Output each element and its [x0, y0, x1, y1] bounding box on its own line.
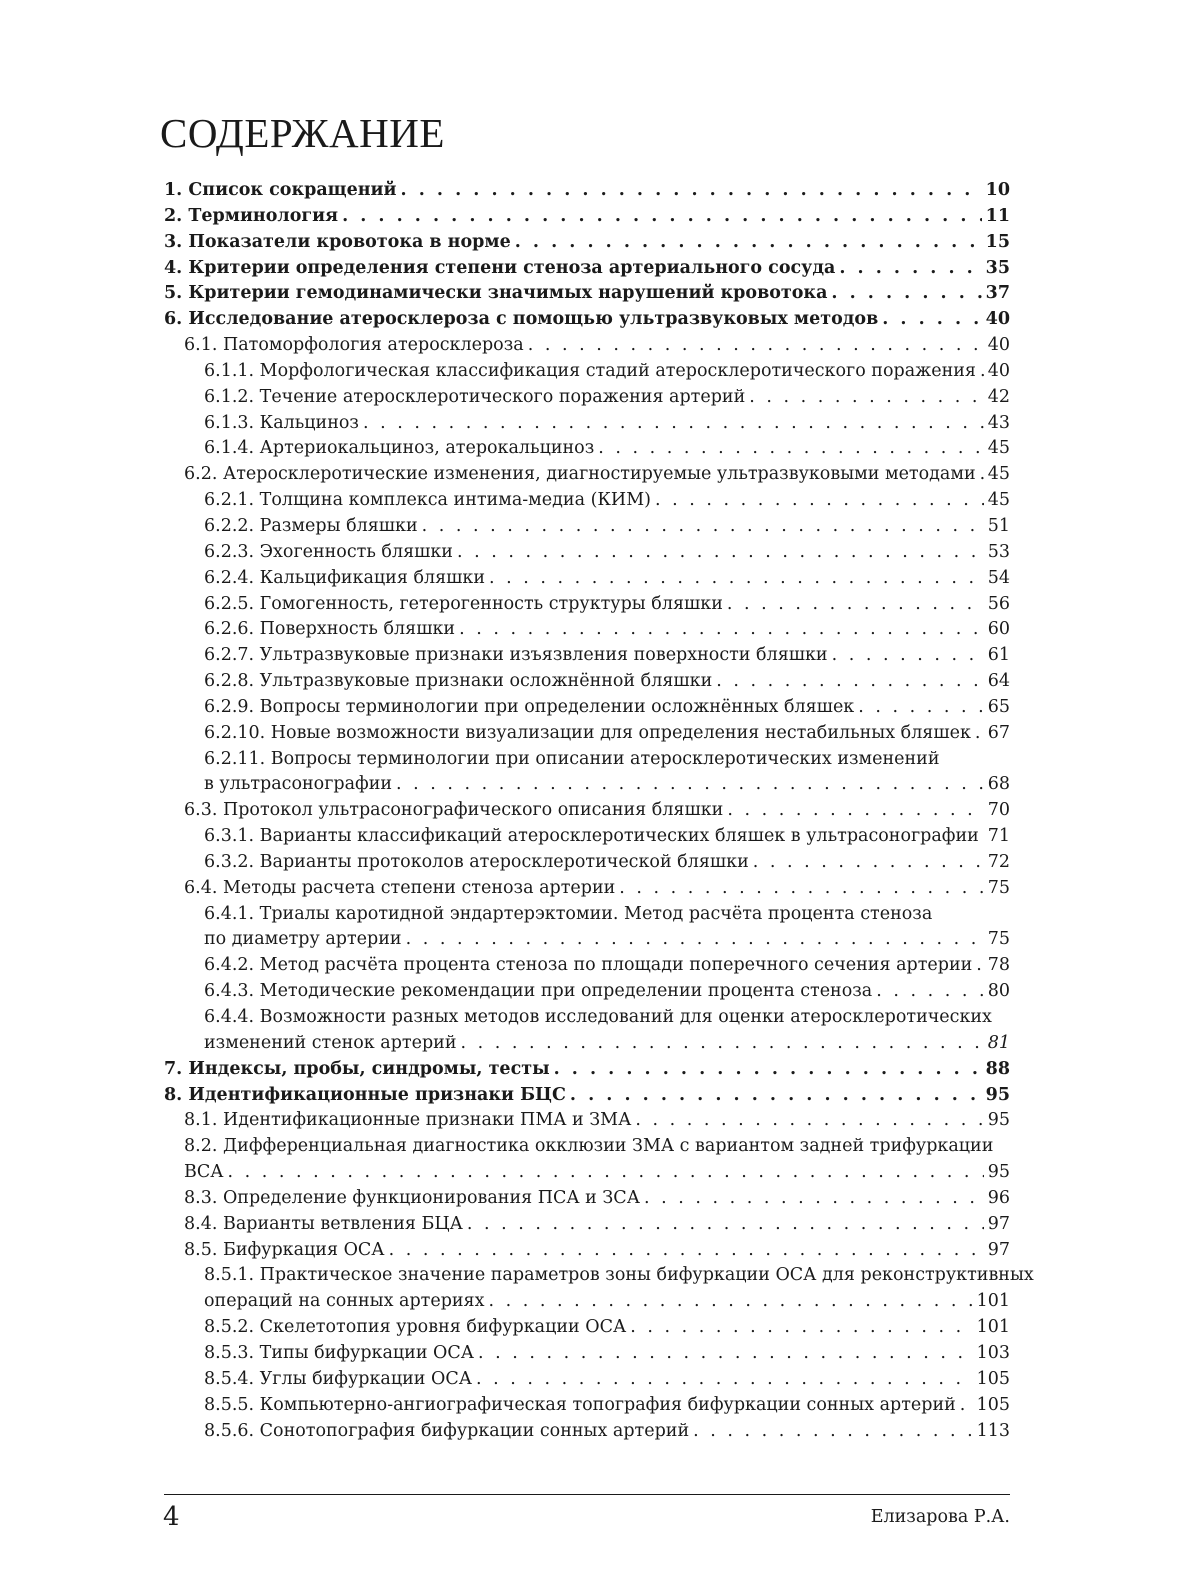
toc-page-number: 15 — [985, 231, 1010, 252]
toc-entry-title: операций на сонных артериях — [204, 1291, 485, 1312]
toc-entry-title: ВСА — [184, 1162, 224, 1183]
toc-page-number: 75 — [987, 877, 1010, 898]
toc-entry[interactable] — [164, 1212, 1010, 1238]
toc-entry-title: 6.4.3. Методические рекомендации при определении процента стеноза — [204, 981, 873, 1002]
toc-entry[interactable] — [164, 1057, 1010, 1083]
toc-page-number: 95 — [985, 1084, 1010, 1105]
toc-entry-title: 6.1. Патоморфология атеросклероза — [184, 335, 524, 356]
leader-dots — [831, 281, 981, 307]
toc-entry-title: 6.2.10. Новые возможности визуализации для определения нестабильных бляшек — [204, 722, 971, 743]
toc-entry-title: 6.2.2. Размеры бляшки — [204, 515, 418, 536]
toc-entry-title: 6.2. Атеросклеротические изменения, диагностируемые ультразвуковыми методами — [184, 464, 976, 485]
toc-entry-first-line: 6.2.11. Вопросы терминологии при описании атеросклеротических изменений — [204, 748, 940, 769]
leader-dots — [635, 1108, 983, 1134]
toc-entry[interactable] — [164, 643, 1010, 669]
toc-entry[interactable] — [164, 359, 1010, 385]
toc-entry-title: 6.1.2. Течение атеросклеротического поражения артерий — [204, 386, 746, 407]
toc-entry-title: изменений стенок артерий — [204, 1032, 457, 1053]
toc-entry[interactable] — [164, 592, 1010, 618]
toc-page-number: 101 — [976, 1291, 1010, 1312]
toc-page-number: 11 — [985, 205, 1010, 226]
leader-dots — [655, 488, 984, 514]
toc-entry-first-line: 8.5.1. Практическое значение параметров зоны бифуркации ОСА для реконструктивных — [204, 1265, 1034, 1286]
toc-page-number: 45 — [987, 464, 1010, 485]
toc-entry-title: 6.3.1. Варианты классификаций атеросклеротических бляшек в ультрасонографии — [204, 826, 979, 847]
table-of-contents — [164, 178, 1034, 1444]
leader-dots — [980, 359, 984, 385]
leader-dots — [980, 462, 984, 488]
leader-dots — [727, 798, 983, 824]
leader-dots — [489, 566, 984, 592]
toc-entry[interactable] — [164, 695, 1010, 721]
toc-entry[interactable] — [164, 514, 1010, 540]
toc-entry[interactable] — [164, 462, 1010, 488]
toc-page-number: 56 — [987, 593, 1010, 614]
leader-dots — [461, 1031, 984, 1057]
toc-page-number: 72 — [987, 851, 1010, 872]
leader-dots — [839, 256, 981, 282]
toc-page-number: 37 — [985, 283, 1010, 304]
toc-entry-title: 6.2.4. Кальцификация бляшки — [204, 567, 486, 588]
toc-entry[interactable] — [164, 1083, 1010, 1109]
toc-entry-title: 3. Показатели кровотока в норме — [164, 231, 511, 252]
leader-dots — [832, 643, 984, 669]
toc-entry[interactable] — [164, 411, 1010, 437]
toc-entry[interactable] — [164, 876, 1010, 902]
toc-entry-title: 6.2.7. Ультразвуковые признаки изъязвления поверхности бляшки — [204, 645, 828, 666]
toc-page-number: 105 — [976, 1394, 1010, 1415]
toc-entry-title: 6.2.1. Толщина комплекса интима-медиа (КИМ) — [204, 490, 651, 511]
toc-entry[interactable] — [164, 617, 1010, 643]
leader-dots — [882, 307, 981, 333]
running-footer-author: Елизарова Р.А. — [870, 1507, 1010, 1527]
toc-page-number: 96 — [987, 1187, 1010, 1208]
toc-entry[interactable] — [164, 772, 1010, 798]
toc-entry-title: 6.4. Методы расчета степени стеноза артерии — [184, 877, 616, 898]
leader-dots — [406, 927, 984, 953]
toc-entry-title: 7. Индексы, пробы, синдромы, тесты — [164, 1058, 550, 1079]
toc-entry[interactable] — [164, 540, 1010, 566]
toc-page-number: 53 — [987, 541, 1010, 562]
toc-entry-first-line: 6.4.1. Триалы каротидной эндартерэктомии. Метод расчёта процента стеноза — [204, 903, 933, 924]
toc-entry[interactable] — [164, 256, 1010, 282]
leader-dots — [476, 1367, 973, 1393]
toc-page-number: 51 — [987, 515, 1010, 536]
toc-page-number: 75 — [987, 929, 1010, 950]
toc-page-number: 95 — [987, 1110, 1010, 1131]
leader-dots — [396, 772, 984, 798]
toc-entry[interactable] — [164, 850, 1010, 876]
toc-entry-title: по диаметру артерии — [204, 929, 402, 950]
toc-entry-title: 4. Критерии определения степени стеноза артериального сосуда — [164, 257, 836, 278]
toc-entry-title: 6.1.4. Артериокальциноз, атерокальциноз — [204, 438, 595, 459]
toc-entry[interactable] — [164, 436, 1010, 462]
toc-entry-title: 6.3. Протокол ультрасонографического описания бляшки — [184, 800, 724, 821]
leader-dots — [693, 1419, 972, 1445]
toc-entry-title: 2. Терминология — [164, 205, 339, 226]
toc-entry[interactable] — [164, 281, 1010, 307]
leader-dots — [422, 514, 984, 540]
toc-page-number: 43 — [987, 412, 1010, 433]
toc-page-number: 60 — [987, 619, 1010, 640]
toc-entry-title: 8.4. Варианты ветвления БЦА — [184, 1213, 463, 1234]
toc-entry-title: 8.3. Определение функционирования ПСА и ЗСА — [184, 1187, 640, 1208]
toc-page-number: 103 — [976, 1342, 1010, 1363]
toc-entry-title: 6.1.1. Морфологическая классификация стадий атеросклеротического поражения — [204, 360, 976, 381]
toc-entry-first-line: 6.4.4. Возможности разных методов исследований для оценки атеросклеротических — [204, 1007, 992, 1027]
leader-dots — [570, 1083, 982, 1109]
toc-entry-title: 8.5.2. Скелетотопия уровня бифуркации ОСА — [204, 1317, 627, 1338]
toc-page-number: 97 — [987, 1213, 1010, 1234]
leader-dots — [753, 850, 984, 876]
toc-page-number: 35 — [985, 257, 1010, 278]
toc-entry[interactable] — [164, 307, 1010, 333]
toc-entry-title: 5. Критерии гемодинамически значимых нарушений кровотока — [164, 283, 828, 304]
toc-entry-title: 8.5.4. Углы бифуркации ОСА — [204, 1368, 472, 1389]
leader-dots — [644, 1186, 984, 1212]
toc-entry-title: 6.2.6. Поверхность бляшки — [204, 619, 456, 640]
toc-page-number: 97 — [987, 1239, 1010, 1260]
toc-page-number: 42 — [987, 386, 1010, 407]
toc-entry-title: 8.5. Бифуркация ОСА — [184, 1239, 385, 1260]
leader-dots — [554, 1057, 982, 1083]
toc-entry[interactable] — [164, 1419, 1010, 1445]
leader-dots — [389, 1238, 984, 1264]
toc-entry-title: 6.2.8. Ультразвуковые признаки осложнённой бляшки — [204, 671, 713, 692]
leader-dots — [478, 1341, 973, 1367]
footer-divider — [164, 1494, 1010, 1495]
toc-entry-first-line: 8.2. Дифференциальная диагностика окклюзии ЗМА с вариантом задней трифуркации — [184, 1136, 994, 1157]
leader-dots — [342, 204, 982, 230]
toc-entry-title: 8.5.3. Типы бифуркации ОСА — [204, 1342, 475, 1363]
toc-entry-title: 8.1. Идентификационные признаки ПМА и ЗМА — [184, 1110, 632, 1131]
toc-page-number: 61 — [987, 645, 1010, 666]
leader-dots — [488, 1289, 972, 1315]
toc-entry-title: 6.2.3. Эхогенность бляшки — [204, 541, 453, 562]
toc-entry[interactable] — [164, 1341, 1010, 1367]
toc-page-number: 67 — [987, 722, 1010, 743]
toc-entry[interactable] — [164, 488, 1010, 514]
leader-dots — [528, 333, 984, 359]
toc-entry[interactable] — [164, 669, 1010, 695]
toc-entry[interactable] — [164, 1315, 1010, 1341]
leader-dots — [727, 592, 984, 618]
leader-dots — [749, 385, 983, 411]
leader-dots — [630, 1315, 972, 1341]
toc-entry-title: 6.3.2. Варианты протоколов атеросклеротической бляшки — [204, 851, 749, 872]
toc-entry[interactable] — [164, 824, 1010, 850]
toc-entry[interactable] — [164, 566, 1010, 592]
toc-page-number: 40 — [985, 309, 1010, 330]
toc-page-number: 70 — [987, 800, 1010, 821]
toc-page-number: 71 — [987, 826, 1010, 847]
leader-dots — [515, 230, 982, 256]
toc-entry-title: 6. Исследование атеросклероза с помощью ультразвуковых методов — [164, 309, 879, 330]
toc-entry[interactable] — [164, 1031, 1010, 1057]
leader-dots — [228, 1160, 984, 1186]
toc-entry[interactable] — [164, 1186, 1010, 1212]
toc-entry[interactable] — [164, 385, 1010, 411]
toc-entry[interactable] — [164, 1367, 1010, 1393]
leader-dots — [858, 695, 983, 721]
toc-entry[interactable] — [164, 1160, 1010, 1186]
toc-page-number: 45 — [987, 490, 1010, 511]
toc-page-number: 80 — [987, 981, 1010, 1002]
toc-page-number: 95 — [987, 1162, 1010, 1183]
page-number: 4 — [163, 1502, 180, 1532]
toc-page-number: 10 — [985, 180, 1010, 200]
leader-dots — [716, 669, 983, 695]
leader-dots — [983, 824, 984, 850]
toc-entry-title: 6.1.3. Кальциноз — [204, 412, 359, 433]
toc-entry[interactable] — [164, 927, 1010, 953]
leader-dots — [457, 540, 984, 566]
toc-entry[interactable] — [164, 1108, 1010, 1134]
toc-page-number: 78 — [987, 955, 1010, 976]
leader-dots — [876, 979, 983, 1005]
toc-entry[interactable] — [164, 204, 1010, 230]
toc-page-number: 45 — [987, 438, 1010, 459]
leader-dots — [960, 1393, 973, 1419]
toc-entry[interactable] — [164, 721, 1010, 747]
leader-dots — [459, 617, 984, 643]
toc-entry-title: 8.5.5. Компьютерно-ангиографическая топография бифуркации сонных артерий — [204, 1394, 956, 1415]
toc-entry[interactable] — [164, 1393, 1010, 1419]
leader-dots — [598, 436, 983, 462]
toc-entry[interactable] — [164, 230, 1010, 256]
toc-entry-title: 6.2.9. Вопросы терминологии при определении осложнённых бляшек — [204, 696, 855, 717]
toc-page-number: 81 — [987, 1032, 1010, 1053]
toc-page-number: 101 — [976, 1317, 1010, 1338]
toc-page-number: 64 — [987, 671, 1010, 692]
toc-entry-title: 6.2.5. Гомогенность, гетерогенность структуры бляшки — [204, 593, 723, 614]
toc-page-number: 88 — [985, 1058, 1010, 1079]
page-title: СОДЕРЖАНИЕ — [160, 110, 445, 156]
toc-entry[interactable] — [164, 979, 1010, 1005]
toc-entry[interactable] — [164, 333, 1010, 359]
toc-entry[interactable] — [164, 798, 1010, 824]
toc-entry-title: 8. Идентификационные признаки БЦС — [164, 1084, 566, 1105]
leader-dots — [467, 1212, 984, 1238]
toc-entry-title: 6.4.2. Метод расчёта процента стеноза по площади поперечного сечения артерии — [204, 955, 973, 976]
leader-dots — [976, 953, 983, 979]
toc-page-number: 113 — [976, 1420, 1010, 1441]
toc-page-number: 105 — [976, 1368, 1010, 1389]
toc-entry[interactable] — [164, 953, 1010, 979]
leader-dots — [363, 411, 984, 437]
toc-entry-title: в ультрасонографии — [204, 774, 393, 795]
leader-dots — [975, 721, 984, 747]
leader-dots — [619, 876, 983, 902]
toc-entry-title: 8.5.6. Сонотопография бифуркации сонных артерий — [204, 1420, 690, 1441]
toc-page-number: 40 — [987, 335, 1010, 356]
toc-entry-title: 1. Список сокращений — [164, 180, 397, 200]
toc-entry[interactable] — [164, 178, 1010, 204]
toc-entry[interactable] — [164, 1238, 1010, 1264]
toc-page-number: 68 — [987, 774, 1010, 795]
toc-page-number: 65 — [987, 696, 1010, 717]
toc-page-number: 40 — [987, 360, 1010, 381]
toc-entry[interactable] — [164, 1289, 1010, 1315]
toc-page-number: 54 — [987, 567, 1010, 588]
leader-dots — [401, 178, 982, 204]
